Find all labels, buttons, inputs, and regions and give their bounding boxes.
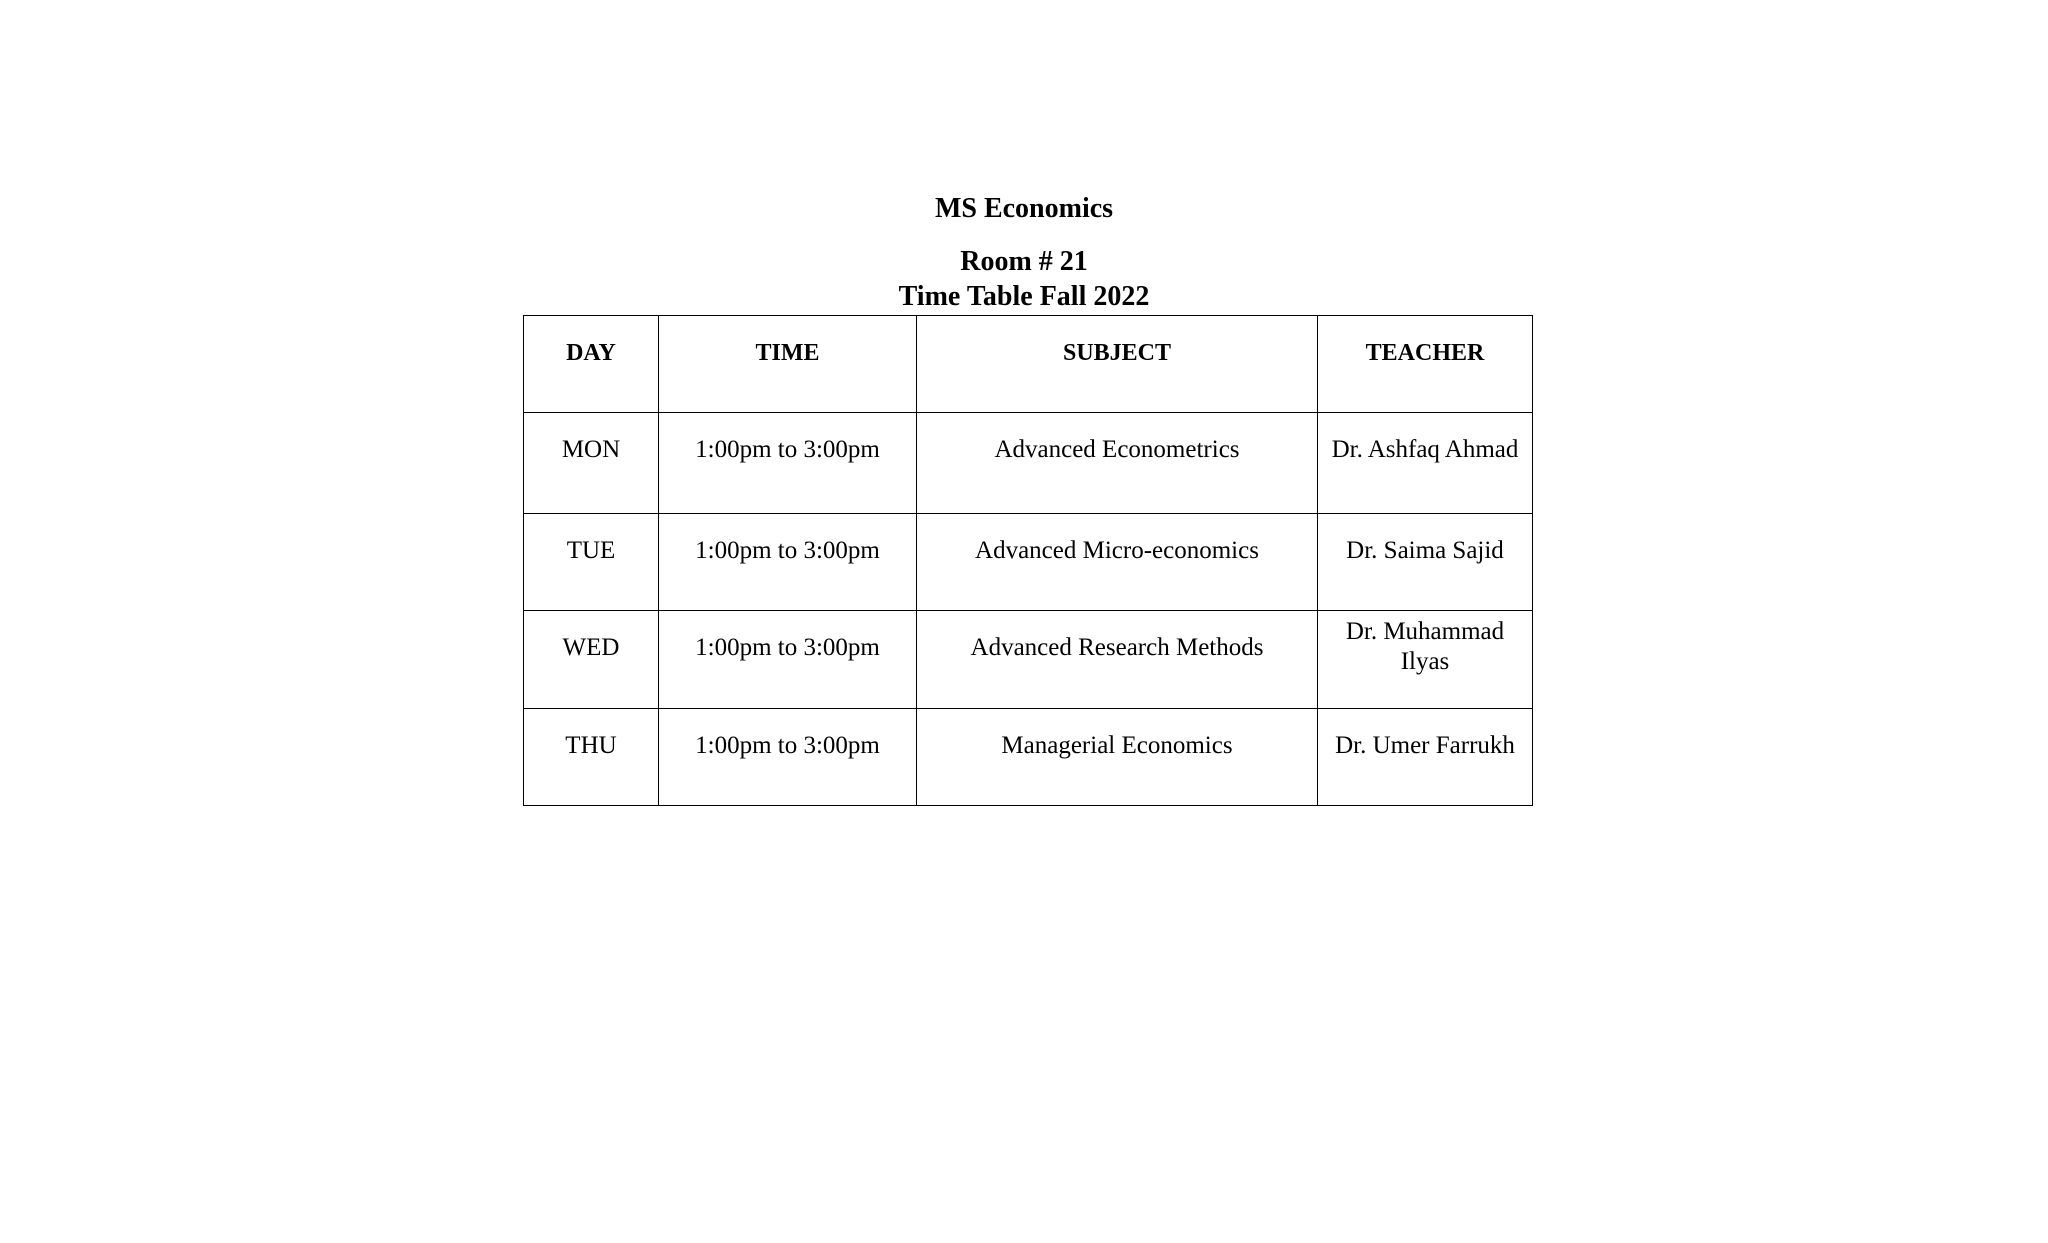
time-cell: 1:00pm to 3:00pm bbox=[659, 611, 917, 709]
timetable bbox=[523, 315, 1533, 806]
subject-cell: Advanced Econometrics bbox=[917, 413, 1318, 514]
header-time: TIME bbox=[659, 316, 917, 413]
time-cell: 1:00pm to 3:00pm bbox=[659, 413, 917, 514]
table-row bbox=[524, 514, 1533, 611]
subject-cell: Advanced Micro-economics bbox=[917, 514, 1318, 611]
header-teacher: TEACHER bbox=[1318, 316, 1533, 413]
table-row bbox=[524, 709, 1533, 806]
table-row bbox=[524, 413, 1533, 514]
day-cell: MON bbox=[524, 413, 659, 514]
table-row bbox=[524, 611, 1533, 709]
teacher-cell: Dr. Saima Sajid bbox=[1318, 514, 1533, 611]
time-cell: 1:00pm to 3:00pm bbox=[659, 514, 917, 611]
teacher-cell: Dr. Muhammad Ilyas bbox=[1318, 611, 1533, 709]
time-cell: 1:00pm to 3:00pm bbox=[659, 709, 917, 806]
header-day: DAY bbox=[524, 316, 659, 413]
day-cell: TUE bbox=[524, 514, 659, 611]
teacher-cell: Dr. Ashfaq Ahmad bbox=[1318, 413, 1533, 514]
subject-cell: Managerial Economics bbox=[917, 709, 1318, 806]
table-header-row bbox=[524, 316, 1533, 413]
day-cell: THU bbox=[524, 709, 659, 806]
program-title: MS Economics bbox=[934, 193, 1114, 224]
subject-cell: Advanced Research Methods bbox=[917, 611, 1318, 709]
header-subject: SUBJECT bbox=[917, 316, 1318, 413]
day-cell: WED bbox=[524, 611, 659, 709]
teacher-cell: Dr. Umer Farrukh bbox=[1318, 709, 1533, 806]
timetable-title: Time Table Fall 2022 bbox=[898, 281, 1150, 312]
room-number: Room # 21 bbox=[960, 246, 1088, 277]
